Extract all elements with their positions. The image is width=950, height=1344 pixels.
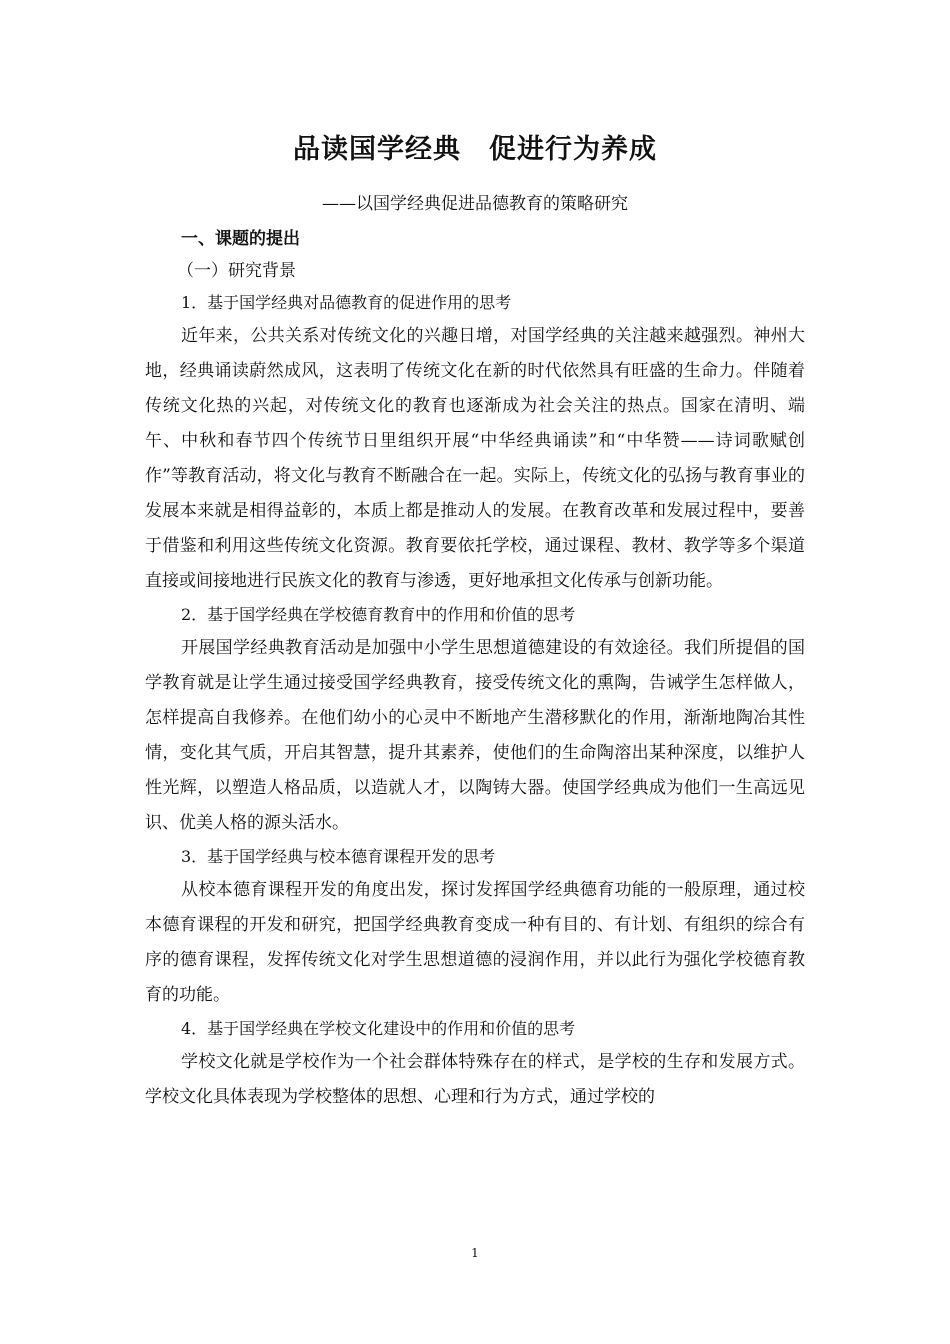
subsection-heading: （一）研究背景 (177, 261, 296, 281)
item-paragraph-3: 从校本德育课程开发的角度出发，探讨发挥国学经典德育功能的一般原理，通过校本德育课程的开发和研究，把国学经典教育变成一种有目的、有计划、有组织的综合有序的德育课程，发挥传统文化对学生思想道德的浸润作用，并以此行为强化学校德育教育的功能。 (145, 880, 805, 1005)
item-heading-4: 4．基于国学经典在学校文化建设中的作用和价值的思考 (181, 1019, 576, 1038)
item-heading-3: 3．基于国学经典与校本德育课程开发的思考 (181, 847, 496, 866)
item-paragraph-1: 近年来，公共关系对传统文化的兴趣日增，对国学经典的关注越来越强烈。神州大地，经典诵读蔚然成风，这表明了传统文化在新的时代依然具有旺盛的生命力。伴随着传统文化热的兴起，对传统文化的教育也逐渐成为社会关注的热点。国家在清明、端午、中秋和春节四个传统节日里组织开展“中华经典诵读”和“中华赞——诗词歌赋创作”等教育活动，将文化与教育不断融合在一起。实际上，传统文化的弘扬与教育事业的发展本来就是相得益彰的，本质上都是推动人的发展。在教育改革和发展过程中，要善于借鉴和利用这些传统文化资源。教育要依托学校，通过课程、教材、教学等多个渠道直接或间接地进行民族文化的教育与渗透，更好地承担文化传承与创新功能。 (145, 326, 805, 591)
item-heading-2: 2．基于国学经典在学校德育教育中的作用和价值的思考 (181, 605, 576, 624)
section-heading: 一、课题的提出 (181, 229, 300, 249)
document-title: 品读国学经典 促进行为养成 (293, 134, 657, 165)
page-number: 1 (471, 1246, 479, 1260)
item-heading-1: 1．基于国学经典对品德教育的促进作用的思考 (181, 293, 512, 312)
document-subtitle: ——以国学经典促进品德教育的策略研究 (322, 194, 628, 214)
document-body (145, 130, 805, 1115)
item-paragraph-2: 开展国学经典教育活动是加强中小学生思想道德建设的有效途径。我们所提倡的国学教育就是让学生通过接受国学经典教育，接受传统文化的熏陶，告诫学生怎样做人，怎样提高自我修养。在他们幼小的心灵中不断地产生潜移默化的作用，渐渐地陶冶其性情，变化其气质，开启其智慧，提升其素养，使他们的生命陶溶出某种深度，以维护人性光辉，以塑造人格品质，以造就人才，以陶铸大器。使国学经典成为他们一生高远见识、优美人格的源头活水。 (145, 638, 805, 833)
item-paragraph-4: 学校文化就是学校作为一个社会群体特殊存在的样式，是学校的生存和发展方式。学校文化具体表现为学校整体的思想、心理和行为方式，通过学校的 (145, 1052, 805, 1107)
